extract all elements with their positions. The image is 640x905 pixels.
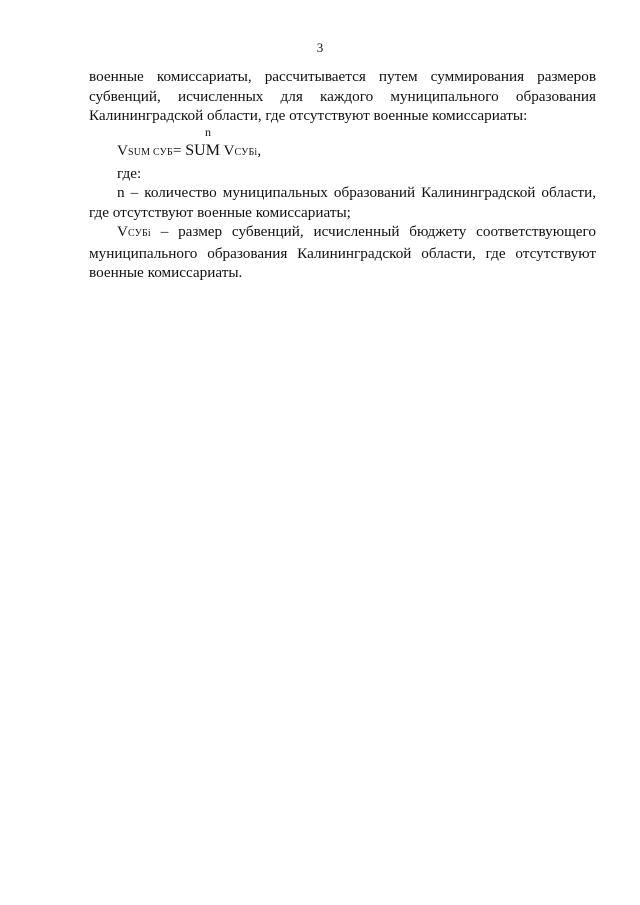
page-number: 3 xyxy=(316,40,324,55)
where-label: где: xyxy=(117,164,142,182)
formula-rhs-symbol: V xyxy=(223,141,235,159)
formula-upper-limit: n xyxy=(205,124,211,139)
definition-v-text: – размер субвенций, исчисленный бюджету соответствующего муниципального образования Калининградской области, где отсутствуют военные комиссариаты. xyxy=(89,223,596,281)
formula-equals: = xyxy=(172,141,182,159)
formula-operator: SUM xyxy=(185,141,220,159)
formula-lhs-subscript: SUM СУБ xyxy=(127,146,173,158)
definition-v xyxy=(89,222,596,283)
paragraph-intro: военные комиссариаты, рассчитывается путем суммирования размеров субвенций, исчисленных для каждого муниципального образования Калининградской области, где отсутствуют военные комиссариаты: xyxy=(89,68,596,124)
formula-expression xyxy=(117,141,261,163)
formula-trailing: , xyxy=(257,141,262,159)
document-body xyxy=(89,67,596,283)
formula-rhs-subscript: СУБi xyxy=(234,146,258,158)
definition-n: n – количество муниципальных образований Калининградской области, где отсутствуют военные комиссариаты; xyxy=(89,184,596,221)
formula-lhs-symbol: V xyxy=(117,141,128,159)
definition-v-symbol: V xyxy=(117,223,128,240)
definition-v-subscript: СУБi xyxy=(127,228,151,239)
sum-formula xyxy=(89,126,596,164)
